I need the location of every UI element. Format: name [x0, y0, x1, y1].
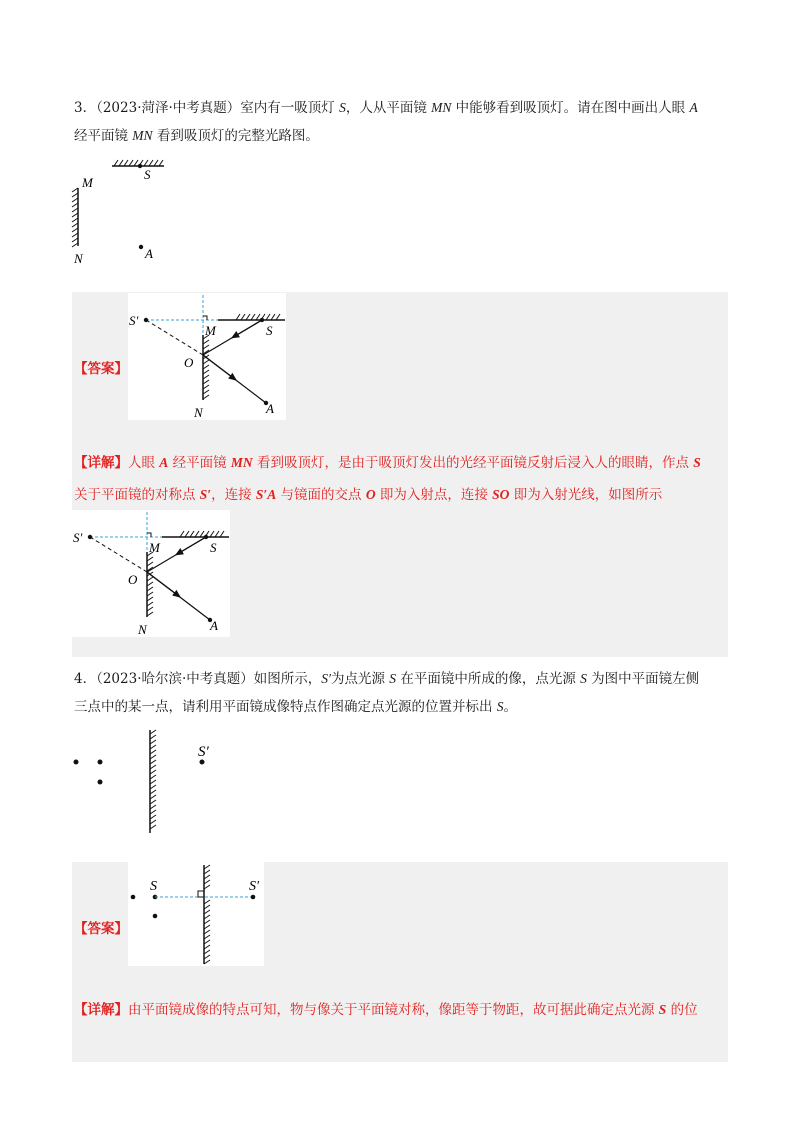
q3-text: 经平面镜 [74, 128, 133, 144]
q3-detail-text: 人眼 [128, 455, 160, 471]
q3-text: 室内有一吸顶灯 [240, 100, 340, 116]
label-m: M [82, 175, 93, 190]
q4-detail-label: 【详解】 [74, 1002, 128, 1018]
right-angle [198, 891, 204, 897]
q4-detail-text: 由平面镜成像的特点可知，物与像关于平面镜对称，像距等于物距，故可据此确定点光源 [128, 1002, 659, 1018]
q3-detail-label: 【详解】 [74, 455, 128, 471]
q4-detail-var: S [658, 1002, 667, 1017]
point-s-prime [200, 760, 205, 765]
q3-answer-label: 【答案】 [74, 361, 128, 377]
q3-mn: MN [431, 100, 452, 115]
q3-detail-figure [72, 510, 230, 637]
q4-text: 如图所示， [253, 671, 322, 687]
label-s: S [266, 323, 273, 338]
label-s-prime: S′ [198, 744, 209, 760]
right-angle [147, 533, 151, 537]
label-a: A [266, 401, 274, 416]
candidate-point [98, 780, 103, 785]
mirror-hatch [204, 865, 210, 964]
q3-a: A [689, 100, 698, 115]
q3-detail-text: 即为入射光线，如图所示 [509, 487, 663, 503]
label-s-prime: S′ [73, 530, 83, 545]
mirror-hatch [72, 188, 78, 247]
ceiling-hatch [236, 314, 280, 320]
q3-question-figure [60, 150, 220, 270]
q4-text: 为点光源 [331, 671, 390, 687]
q3-detail-var: A [159, 455, 169, 470]
q3-answer-figure [128, 293, 286, 420]
q3-text: 中能够看到吸顶灯。请在图中画出人眼 [451, 100, 690, 116]
q3-detail [74, 447, 734, 511]
q3-detail-var: S′A [255, 487, 277, 502]
label-m: M [149, 540, 160, 555]
q4-question-figure [60, 725, 240, 840]
q4-var: S′ [321, 671, 331, 686]
q3-text: 看到吸顶灯的完整光路图。 [152, 128, 319, 144]
right-angle [203, 316, 207, 320]
q3-detail-var: S [693, 455, 701, 470]
q4-source: （2023·哈尔滨·中考真题） [96, 671, 254, 687]
incident-arrow [232, 320, 262, 338]
point-a [139, 245, 143, 249]
q4-answer-label: 【答案】 [74, 921, 128, 937]
point-s-prime [251, 895, 256, 900]
q3-detail-text: ，连接 [211, 487, 256, 503]
mirror-hatch [147, 552, 153, 616]
label-s-prime: S′ [129, 313, 139, 328]
q3-number: 3． [74, 100, 97, 116]
ceiling-hatch [180, 531, 224, 537]
label-n: N [138, 622, 147, 637]
q4-text: 在平面镜中所成的像，点光源 [396, 671, 581, 687]
mirror-hatch [203, 335, 209, 399]
q4-number: 4． [74, 671, 97, 687]
q3-detail-text: 与镜面的交点 [276, 487, 366, 503]
mirror-hatch [150, 730, 156, 829]
candidate-point [98, 760, 103, 765]
q3-detail-var: S′ [199, 487, 212, 502]
q3-detail-text: 看到吸顶灯，是由于吸顶灯发出的光经平面镜反射后浸入人的眼睛，作点 [252, 455, 694, 471]
q3-detail-var: SO [492, 487, 510, 502]
q4-var: S [580, 671, 587, 686]
candidate-point [74, 760, 79, 765]
label-o: O [128, 572, 138, 587]
q4-detail-text: 的位 [666, 1002, 698, 1018]
candidate-point [131, 895, 136, 900]
q4-var: S [496, 699, 504, 714]
label-s-prime: S′ [249, 879, 260, 894]
label-o: O [184, 355, 194, 370]
q3-text: ，人从平面镜 [345, 100, 432, 116]
q3-detail-var: O [365, 487, 376, 502]
q3-detail-var: MN [230, 455, 253, 470]
incident-arrow [176, 537, 206, 555]
q3-s: S [339, 100, 346, 115]
q3-detail-text: 经平面镜 [168, 455, 231, 471]
label-s: S [144, 167, 151, 182]
label-s: S [150, 879, 157, 894]
label-n: N [194, 405, 203, 420]
question-4-text [74, 665, 734, 721]
q4-answer-figure [128, 862, 264, 966]
label-a: A [145, 246, 153, 261]
q4-text: 三点中的某一点，请利用平面镜成像特点作图确定点光源的位置并标出 [74, 699, 497, 715]
q3-detail-text: 关于平面镜的对称点 [74, 487, 200, 503]
q4-text: 为图中平面镜左侧 [586, 671, 700, 687]
q4-text: 。 [503, 699, 518, 715]
point-s [138, 164, 142, 168]
q4-detail [74, 994, 734, 1026]
virtual-ray [90, 537, 147, 572]
q3-detail-text: 即为入射点，连接 [375, 487, 493, 503]
label-a: A [210, 618, 218, 633]
label-m: M [205, 323, 216, 338]
q3-source: （2023·菏泽·中考真题） [96, 100, 241, 116]
question-3-text [74, 94, 734, 150]
label-s: S [210, 540, 217, 555]
label-n: N [74, 251, 83, 266]
candidate-point [153, 914, 158, 919]
q4-var: S [389, 671, 397, 686]
virtual-ray [146, 320, 203, 355]
q3-mn: MN [132, 128, 153, 143]
